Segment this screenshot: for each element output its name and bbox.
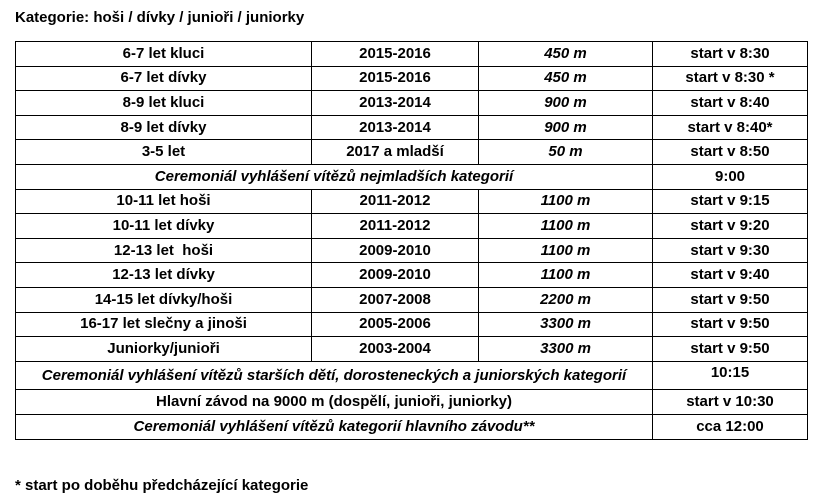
ceremony-row <box>16 414 808 439</box>
ceremony-cell: Ceremoniál vyhlášení vítězů nejmladších kategorií <box>16 164 653 189</box>
start-time-cell: start v 8:40 <box>653 91 808 116</box>
category-cell: 6-7 let kluci <box>16 42 312 67</box>
footnote: * start po doběhu předcházející kategorie <box>15 477 309 494</box>
table-row <box>16 337 808 362</box>
start-time-cell: start v 8:50 <box>653 140 808 165</box>
category-cell: 12-13 let hoši <box>16 238 312 263</box>
table-row <box>16 189 808 214</box>
years-cell: 2011-2012 <box>312 189 479 214</box>
start-time-cell: start v 8:30 <box>653 42 808 67</box>
main-race-cell: Hlavní závod na 9000 m (dospělí, junioři, juniorky) <box>16 390 653 415</box>
start-time-cell: start v 9:15 <box>653 189 808 214</box>
start-time-cell: start v 9:40 <box>653 263 808 288</box>
distance-cell: 50 m <box>479 140 653 165</box>
years-cell: 2015-2016 <box>312 42 479 67</box>
start-time-cell: start v 9:20 <box>653 214 808 239</box>
start-time-cell: start v 9:50 <box>653 337 808 362</box>
category-cell: 10-11 let dívky <box>16 214 312 239</box>
years-cell: 2017 a mladší <box>312 140 479 165</box>
category-cell: 10-11 let hoši <box>16 189 312 214</box>
distance-cell: 1100 m <box>479 238 653 263</box>
ceremony-time-cell: cca 12:00 <box>653 414 808 439</box>
category-cell: 14-15 let dívky/hoši <box>16 287 312 312</box>
table-row <box>16 140 808 165</box>
table-row <box>16 66 808 91</box>
main-race-row <box>16 390 808 415</box>
years-cell: 2015-2016 <box>312 66 479 91</box>
start-time-cell: start v 9:50 <box>653 312 808 337</box>
table-row <box>16 42 808 67</box>
ceremony-time-cell: 9:00 <box>653 164 808 189</box>
table-row <box>16 287 808 312</box>
distance-cell: 900 m <box>479 91 653 116</box>
start-time-cell: start v 10:30 <box>653 390 808 415</box>
category-cell: 6-7 let dívky <box>16 66 312 91</box>
category-cell: 8-9 let dívky <box>16 115 312 140</box>
distance-cell: 3300 m <box>479 337 653 362</box>
distance-cell: 1100 m <box>479 214 653 239</box>
years-cell: 2013-2014 <box>312 91 479 116</box>
table-row <box>16 263 808 288</box>
years-cell: 2009-2010 <box>312 263 479 288</box>
category-cell: 3-5 let <box>16 140 312 165</box>
years-cell: 2013-2014 <box>312 115 479 140</box>
table-row <box>16 214 808 239</box>
start-time-cell: start v 8:30 * <box>653 66 808 91</box>
ceremony-row <box>16 164 808 189</box>
table-row <box>16 312 808 337</box>
category-cell: 16-17 let slečny a jinoši <box>16 312 312 337</box>
years-cell: 2011-2012 <box>312 214 479 239</box>
distance-cell: 1100 m <box>479 263 653 288</box>
distance-cell: 450 m <box>479 66 653 91</box>
category-cell: 12-13 let dívky <box>16 263 312 288</box>
category-cell: 8-9 let kluci <box>16 91 312 116</box>
page-heading: Kategorie: hoši / dívky / junioři / juniorky <box>15 9 305 26</box>
years-cell: 2009-2010 <box>312 238 479 263</box>
ceremony-time-cell: 10:15 <box>653 361 808 390</box>
years-cell: 2005-2006 <box>312 312 479 337</box>
start-time-cell: start v 8:40* <box>653 115 808 140</box>
distance-cell: 900 m <box>479 115 653 140</box>
table-row <box>16 115 808 140</box>
ceremony-cell: Ceremoniál vyhlášení vítězů starších dětí, dorosteneckých a juniorských kategorií <box>16 361 653 390</box>
years-cell: 2007-2008 <box>312 287 479 312</box>
schedule-table <box>15 41 808 440</box>
category-cell: Juniorky/junioři <box>16 337 312 362</box>
distance-cell: 1100 m <box>479 189 653 214</box>
table-row <box>16 238 808 263</box>
start-time-cell: start v 9:30 <box>653 238 808 263</box>
start-time-cell: start v 9:50 <box>653 287 808 312</box>
years-cell: 2003-2004 <box>312 337 479 362</box>
table-row <box>16 91 808 116</box>
ceremony-cell: Ceremoniál vyhlášení vítězů kategorií hlavního závodu** <box>16 414 653 439</box>
distance-cell: 450 m <box>479 42 653 67</box>
distance-cell: 3300 m <box>479 312 653 337</box>
distance-cell: 2200 m <box>479 287 653 312</box>
ceremony-row <box>16 361 808 390</box>
